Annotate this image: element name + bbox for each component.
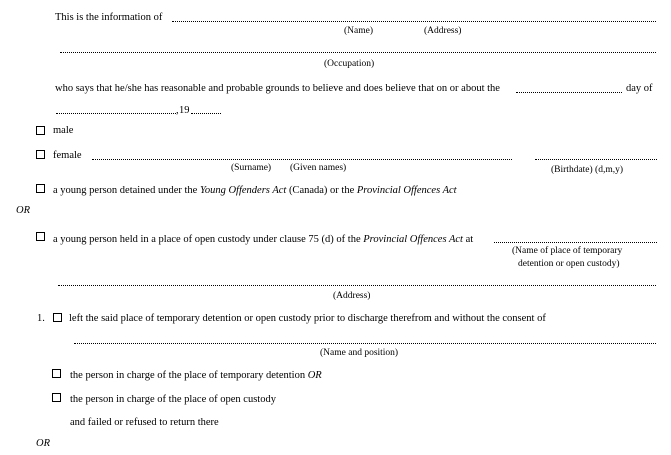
male-label: male: [53, 125, 74, 136]
name-label: (Name): [344, 26, 374, 36]
surname-label: (Surname): [231, 163, 272, 173]
male-checkbox[interactable]: [36, 126, 45, 135]
custody-address-field[interactable]: [58, 285, 656, 286]
given-names-label: (Given names): [290, 163, 347, 173]
intro-prefix: This is the information of: [55, 12, 163, 23]
female-label: female: [53, 150, 82, 161]
name-position-field[interactable]: [74, 343, 656, 344]
temporary-detention-text: the person in charge of the place of temporary detention OR: [70, 370, 322, 381]
belief-text: who says that he/she has reasonable and probable grounds to believe and does believe that on or about the: [55, 83, 500, 94]
day-of-label: day of: [626, 83, 653, 94]
year-prefix: 19: [179, 105, 190, 116]
place-label-2: detention or open custody): [518, 259, 620, 269]
month-field[interactable]: [56, 113, 176, 114]
open-custody-text: a young person held in a place of open custody under clause 75 (d) of the Provincial Offences Act at: [53, 234, 474, 245]
year-field[interactable]: [191, 113, 221, 114]
surname-given-field[interactable]: [92, 159, 512, 160]
or-separator-2: OR: [36, 438, 50, 449]
failed-to-return-text: and failed or refused to return there: [70, 417, 219, 428]
name-position-label: (Name and position): [320, 348, 399, 358]
occupation-label: (Occupation): [324, 59, 375, 69]
open-custody-person-checkbox[interactable]: [52, 393, 61, 402]
temporary-detention-checkbox[interactable]: [52, 369, 61, 378]
or-separator-1: OR: [16, 205, 30, 216]
day-field[interactable]: [516, 92, 622, 93]
place-name-field[interactable]: [494, 242, 657, 243]
year-comma: ,: [176, 105, 179, 116]
open-custody-checkbox[interactable]: [36, 232, 45, 241]
open-custody-person-text: the person in charge of the place of open custody: [70, 394, 276, 405]
occupation-field[interactable]: [60, 52, 656, 53]
detained-text: a young person detained under the Young Offenders Act (Canada) or the Provincial Offences Act: [53, 185, 457, 196]
birthdate-field[interactable]: [535, 159, 657, 160]
female-checkbox[interactable]: [36, 150, 45, 159]
item-1-text: left the said place of temporary detention or open custody prior to discharge therefrom and without the consent of: [69, 313, 546, 324]
name-address-field[interactable]: [172, 21, 656, 22]
birthdate-label: (Birthdate) (d,m,y): [551, 165, 624, 175]
place-label-1: (Name of place of temporary: [512, 246, 623, 256]
item-1-number: 1.: [37, 313, 45, 324]
detained-checkbox[interactable]: [36, 184, 45, 193]
address-label: (Address): [424, 26, 462, 36]
custody-address-label: (Address): [333, 291, 371, 301]
item-1-checkbox[interactable]: [53, 313, 62, 322]
